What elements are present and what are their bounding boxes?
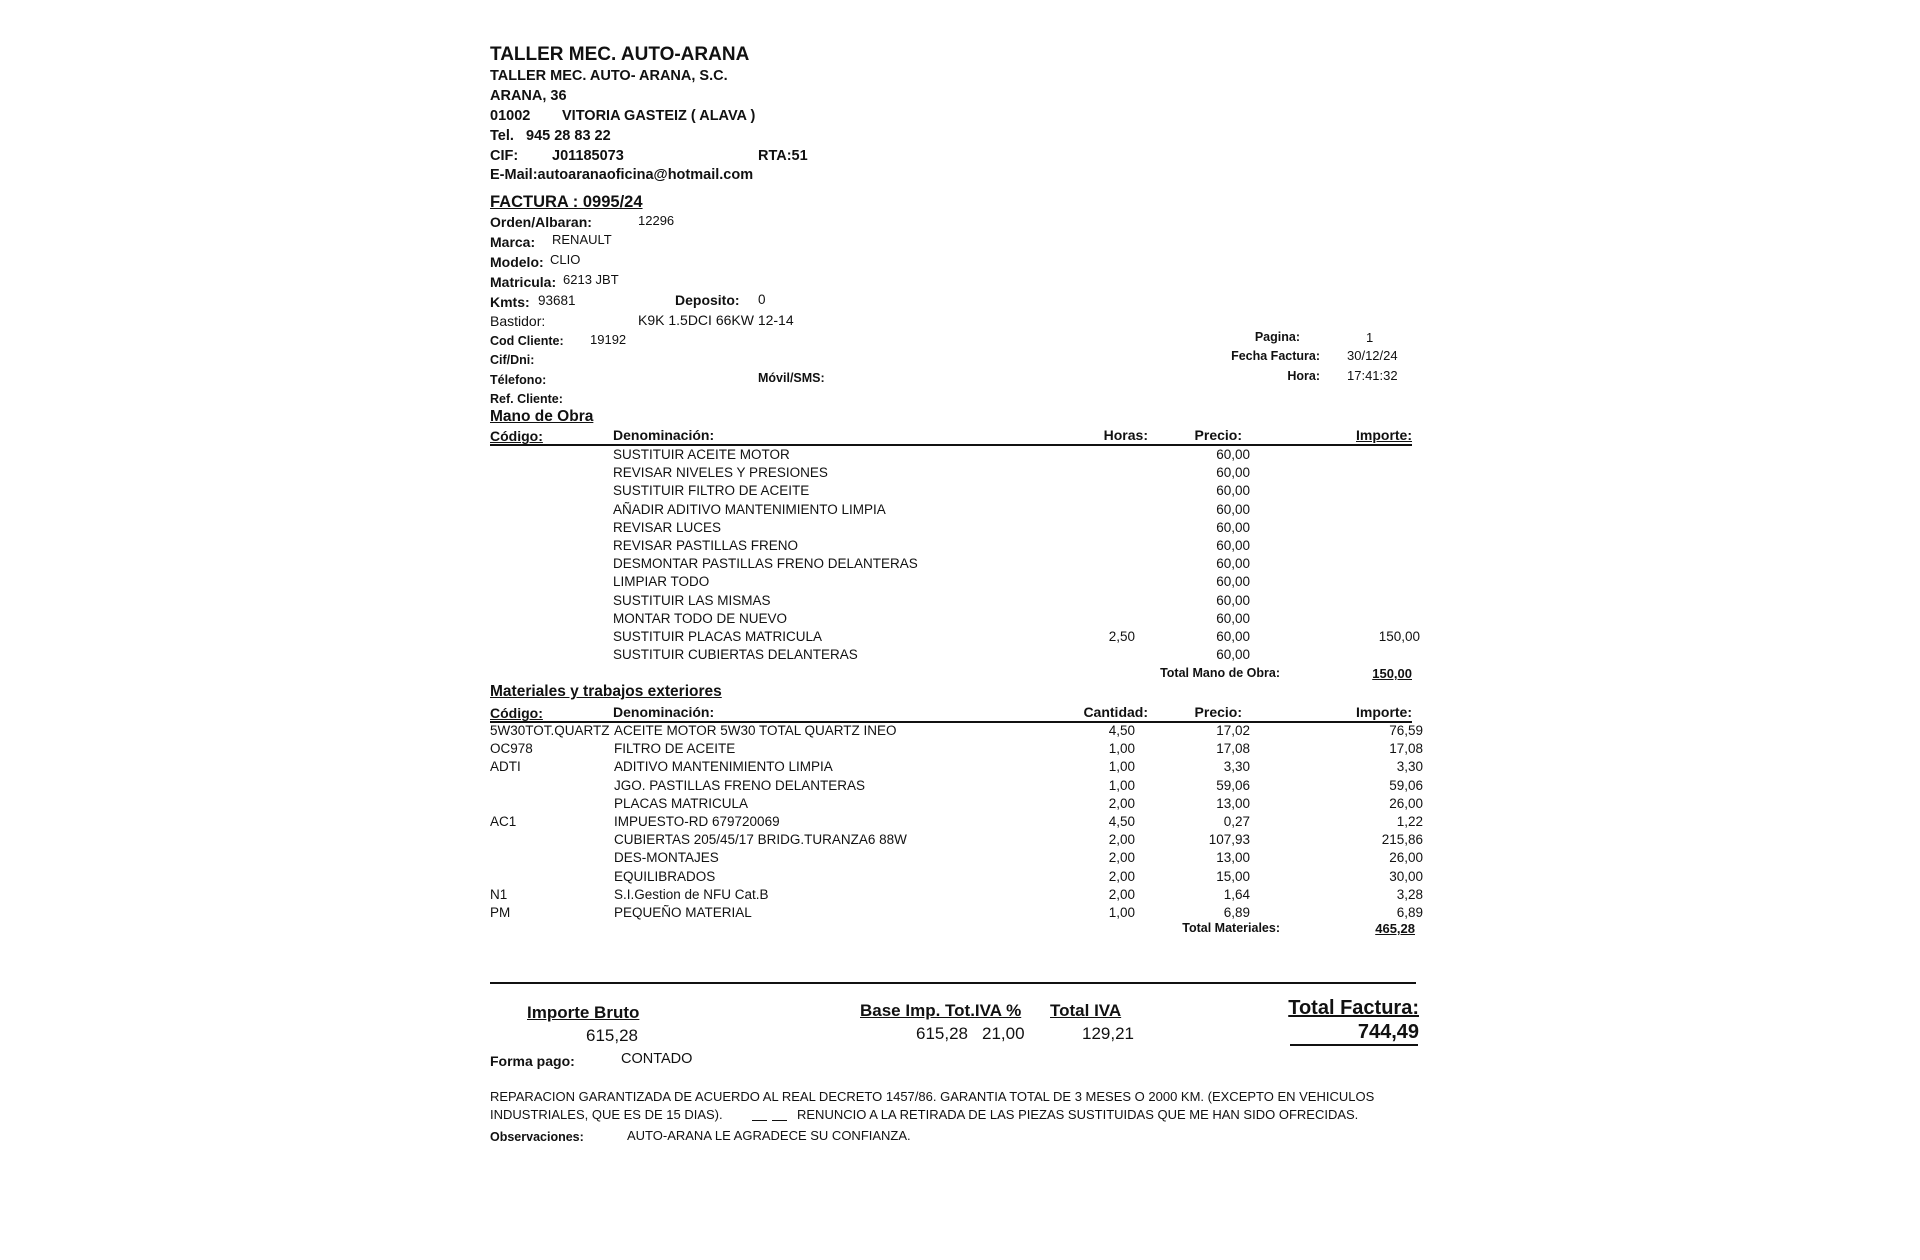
materials-price: 3,30 [1223,759,1250,775]
invoice-total-label: Total Factura: [1288,997,1419,1019]
materials-price: 13,00 [1216,850,1250,866]
model-label: Modelo: [490,254,544,270]
labor-price: 60,00 [1216,574,1250,590]
observations-value: AUTO-ARANA LE AGRADECE SU CONFIANZA. [627,1128,911,1143]
plate-value: 6213 JBT [563,272,619,287]
materials-header-code: Código: [490,705,543,721]
labor-description: SUSTITUIR ACEITE MOTOR [613,447,790,462]
materials-row [490,722,1430,740]
materials-code: 5W30TOT.QUARTZ [490,723,610,738]
materials-description: IMPUESTO-RD 679720069 [614,814,780,829]
labor-section-title: Mano de Obra [490,408,594,425]
materials-code: AC1 [490,814,517,829]
materials-row [490,831,1430,849]
signature-blank-1 [752,1120,767,1121]
company-cif: J01185073 [552,148,624,164]
materials-price: 1,64 [1223,886,1250,902]
materials-quantity: 1,00 [1108,905,1135,920]
labor-total: 150,00 [1372,666,1412,681]
materials-code: OC978 [490,741,533,757]
labor-row [490,592,1430,610]
observations-label: Observaciones: [490,1130,584,1144]
materials-code: ADTI [490,759,521,775]
labor-price: 60,00 [1216,465,1250,481]
labor-price: 60,00 [1216,556,1250,572]
materials-description: S.I.Gestion de NFU Cat.B [614,886,769,902]
materials-description: DES-MONTAJES [614,850,719,866]
company-cif-label: CIF: [490,148,519,164]
labor-header-hours: Horas: [1103,427,1148,443]
materials-quantity: 1,00 [1108,759,1135,775]
labor-header-code: Código: [490,428,543,444]
model-value: CLIO [550,252,581,267]
labor-hours: 2,50 [1108,629,1135,644]
materials-price: 6,89 [1223,905,1250,920]
labor-row [490,555,1430,573]
labor-price: 60,00 [1216,592,1250,608]
materials-price: 59,06 [1216,777,1250,793]
labor-price: 60,00 [1216,483,1250,499]
materials-row [490,740,1430,758]
labor-row [490,610,1430,628]
labor-description: LIMPIAR TODO [613,574,710,590]
labor-header-price: Precio: [1194,427,1242,443]
labor-row [490,573,1430,591]
materials-total-label: Total Materiales: [1182,921,1280,935]
labor-total-label: Total Mano de Obra: [1160,666,1280,680]
materials-quantity: 4,50 [1108,723,1135,738]
brand-label: Marca: [490,234,536,250]
labor-row [490,482,1430,500]
time-value: 17:41:32 [1347,368,1398,383]
materials-quantity: 1,00 [1108,741,1135,757]
client-ref-label: Ref. Cliente: [490,392,563,406]
labor-price: 60,00 [1216,629,1250,644]
totals-rule [490,982,1416,984]
materials-description: ADITIVO MANTENIMIENTO LIMPIA [614,759,833,775]
company-legal-name: TALLER MEC. AUTO- ARANA, S.C. [490,68,728,84]
labor-row [490,628,1430,646]
date-label: Fecha Factura: [1231,349,1320,363]
company-postal-code: 01002 [490,108,531,124]
materials-row [490,777,1430,795]
payment-method: CONTADO [621,1051,693,1067]
materials-price: 15,00 [1216,868,1250,884]
materials-amount: 30,00 [1389,868,1423,884]
materials-price: 13,00 [1216,795,1250,811]
materials-amount: 1,22 [1396,814,1423,829]
materials-description: EQUILIBRADOS [614,868,716,884]
order-label: Orden/Albaran: [490,214,592,230]
materials-section-title: Materiales y trabajos exteriores [490,683,722,700]
labor-price: 60,00 [1216,647,1250,663]
time-label: Hora: [1287,369,1320,383]
materials-header-description: Denominación: [613,704,715,720]
labor-price: 60,00 [1216,610,1250,626]
order-value: 12296 [638,213,675,228]
base-value: 615,28 [916,1024,968,1043]
materials-price: 17,08 [1216,741,1250,757]
labor-description: REVISAR NIVELES Y PRESIONES [613,465,828,481]
labor-header-amount: Importe: [1356,427,1412,443]
materials-price: 107,93 [1208,832,1250,848]
labor-row [490,646,1430,664]
materials-quantity: 1,00 [1108,777,1135,793]
labor-description: SUSTITUIR FILTRO DE ACEITE [613,483,810,499]
kms-label: Kmts: [490,294,530,310]
company-street: ARANA, 36 [490,88,567,104]
base-label: Base Imp. Tot.IVA % [860,1001,1022,1020]
page-value: 1 [1366,330,1374,345]
mobile-label: Móvil/SMS: [758,371,825,385]
client-code-value: 19192 [590,332,627,347]
deposit-label: Deposito: [675,292,740,308]
materials-amount: 59,06 [1389,777,1423,793]
materials-header-amount: Importe: [1356,704,1412,720]
materials-row [490,868,1430,886]
materials-row [490,758,1430,776]
materials-code: N1 [490,886,508,902]
materials-quantity: 4,50 [1108,814,1135,829]
labor-description: REVISAR PASTILLAS FRENO [613,538,799,553]
company-rta: RTA:51 [758,148,808,164]
gross-label: Importe Bruto [527,1003,640,1022]
brand-value: RENAULT [552,232,612,247]
materials-row [490,849,1430,867]
labor-description: MONTAR TODO DE NUEVO [613,610,788,626]
vat-label: Total IVA [1050,1001,1122,1020]
materials-header-quantity: Cantidad: [1083,704,1148,720]
guarantee-line-2-start: INDUSTRIALES, QUE ES DE 15 DIAS). [490,1107,723,1122]
labor-row [490,464,1430,482]
company-email-label: E-Mail: [490,167,538,183]
materials-description: ACEITE MOTOR 5W30 TOTAL QUARTZ INEO [614,723,897,738]
materials-quantity: 2,00 [1108,795,1135,811]
materials-amount: 3,30 [1396,759,1423,775]
materials-amount: 6,89 [1396,905,1423,920]
labor-description: SUSTITUIR LAS MISMAS [613,592,771,608]
company-city: VITORIA GASTEIZ ( ALAVA ) [562,108,756,124]
chassis-value: K9K 1.5DCI 66KW 12-14 [638,312,794,328]
plate-label: Matricula: [490,274,557,290]
materials-amount: 26,00 [1389,850,1423,866]
client-phone-label: Télefono: [490,373,547,387]
labor-price: 60,00 [1216,447,1250,462]
labor-row [490,501,1430,519]
materials-header-price: Precio: [1194,704,1242,720]
materials-price: 17,02 [1216,723,1250,738]
labor-row [490,537,1430,555]
materials-description: CUBIERTAS 205/45/17 BRIDG.TURANZA6 88W [614,832,907,848]
materials-row [490,813,1430,831]
labor-description: AÑADIR ADITIVO MANTENIMIENTO LIMPIA [613,501,886,517]
company-email-value: autoaranaoficina@hotmail.com [537,167,754,183]
labor-description: DESMONTAR PASTILLAS FRENO DELANTERAS [613,556,918,572]
company-phone: 945 28 83 22 [526,128,611,144]
labor-description: REVISAR LUCES [613,519,722,535]
labor-description: SUSTITUIR CUBIERTAS DELANTERAS [613,647,858,663]
materials-description: JGO. PASTILLAS FRENO DELANTERAS [614,777,866,793]
materials-quantity: 2,00 [1108,832,1135,848]
guarantee-line-2-end: RENUNCIO A LA RETIRADA DE LAS PIEZAS SUSTITUIDAS QUE ME HAN SIDO OFRECIDAS. [797,1107,1359,1122]
labor-description: SUSTITUIR PLACAS MATRICULA [613,629,823,644]
materials-quantity: 2,00 [1108,886,1135,902]
payment-label: Forma pago: [490,1053,575,1069]
company-phone-label: Tel. [490,128,514,144]
company-name: TALLER MEC. AUTO-ARANA [490,44,750,65]
materials-quantity: 2,00 [1108,868,1135,884]
materials-amount: 17,08 [1389,741,1423,757]
vat-rate: 21,00 [982,1024,1025,1043]
cif-dni-label: Cif/Dni: [490,353,535,367]
materials-description: PEQUEÑO MATERIAL [614,905,752,920]
materials-amount: 215,86 [1381,832,1423,848]
chassis-label: Bastidor: [490,313,546,329]
materials-row [490,886,1430,904]
company-email [490,168,753,183]
guarantee-line-1: REPARACION GARANTIZADA DE ACUERDO AL REAL DECRETO 1457/86. GARANTIA TOTAL DE 3 MESES O 2000 KM. (EXCEPTO EN VEHICULOS [490,1089,1375,1104]
materials-row [490,904,1430,922]
kms-value: 93681 [538,293,576,308]
labor-amount: 150,00 [1378,629,1420,644]
invoice-title: FACTURA : 0995/24 [490,193,643,211]
materials-row [490,795,1430,813]
date-value: 30/12/24 [1347,348,1398,363]
gross-value: 615,28 [586,1026,638,1045]
materials-description: PLACAS MATRICULA [614,795,749,811]
deposit-value: 0 [758,292,766,307]
materials-amount: 76,59 [1389,723,1423,738]
invoice-total-rule [1290,1044,1418,1046]
signature-blank-2 [772,1120,787,1121]
labor-header-description: Denominación: [613,427,715,443]
invoice-total-value: 744,49 [1357,1021,1419,1043]
page-label: Pagina: [1254,330,1300,344]
materials-amount: 3,28 [1396,886,1423,902]
labor-price: 60,00 [1216,519,1250,535]
client-code-label: Cod Cliente: [490,334,564,348]
labor-row [490,519,1430,537]
materials-description: FILTRO DE ACEITE [614,741,736,757]
vat-value: 129,21 [1082,1024,1134,1043]
materials-price: 0,27 [1223,814,1250,829]
labor-price: 60,00 [1216,501,1250,517]
materials-quantity: 2,00 [1108,850,1135,866]
materials-total: 465,28 [1375,921,1415,936]
labor-row [490,446,1430,464]
materials-amount: 26,00 [1389,795,1423,811]
labor-price: 60,00 [1216,538,1250,553]
materials-code: PM [490,905,511,920]
